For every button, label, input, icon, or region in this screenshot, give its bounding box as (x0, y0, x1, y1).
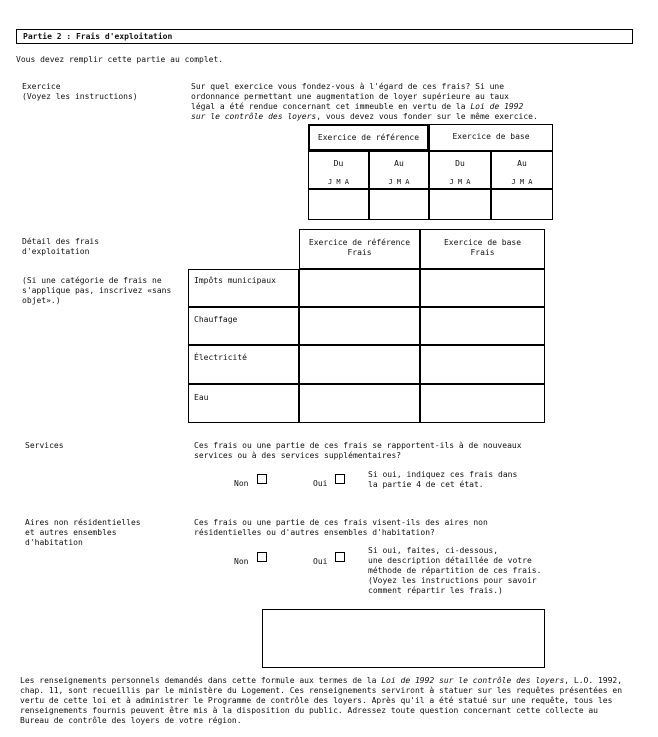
aires-question (194, 518, 488, 538)
base-header-label: Exercice de base (452, 132, 530, 141)
services-q-line: services ou à des services supplémentaires? (194, 451, 402, 460)
exercice-question (191, 82, 538, 122)
ref-au-cell (369, 151, 429, 189)
aires-non-label: Non (234, 557, 249, 566)
privacy-text: Les renseignements personnels demandés dans cette formule aux termes de la (20, 676, 382, 685)
impots-base-input[interactable] (420, 269, 545, 307)
exercice-q-line: Sur quel exercice vous fondez-vous à l'égard de ces frais? Si une (191, 82, 505, 91)
col-base-title: Exercice de base (443, 238, 522, 247)
electricite-base-input[interactable] (420, 345, 545, 384)
jma-label: J M A (327, 178, 350, 186)
base-au-cell (491, 151, 553, 189)
base-header-cell (429, 124, 553, 151)
ref-header-label: Exercice de référence (317, 133, 420, 142)
services-oui-checkbox[interactable] (335, 474, 345, 484)
aires-q-line: Ces frais ou une partie de ces frais visent-ils des aires non (194, 518, 488, 527)
aires-q-line: résidentielles ou d'autres ensembles d'habitation? (194, 528, 435, 537)
section-title: Partie 2 : Frais d'exploitation (23, 32, 173, 41)
aires-label-line: d'habitation (25, 538, 83, 547)
aires-label-line: Aires non résidentielles (25, 518, 141, 527)
aires-hint-line: comment répartir les frais.) (368, 586, 503, 595)
ref-du-input[interactable] (308, 189, 369, 220)
row-label-chauffage: Chauffage (194, 315, 238, 324)
exercice-sublabel: (Voyez les instructions) (22, 92, 138, 101)
services-question (194, 441, 522, 461)
detail-label-2: d'exploitation (22, 247, 90, 256)
chauffage-ref-input[interactable] (299, 307, 420, 345)
row-label-impots: Impôts municipaux (194, 276, 276, 285)
au-label: Au (394, 159, 404, 168)
services-hint-line: la partie 4 de cet état. (368, 480, 484, 489)
table-row-label (188, 345, 299, 384)
exercice-q-line (191, 102, 538, 112)
services-hint-line: Si oui, indiquez ces frais dans (368, 470, 518, 479)
exercice-q-text: légal a été rendue concernant cet immeuble en vertu de la (191, 102, 471, 111)
detail-note: s'applique pas, inscrivez «sans (22, 286, 172, 295)
electricite-ref-input[interactable] (299, 345, 420, 384)
aires-hint-line: Si oui, faites, ci-dessous, (368, 546, 499, 555)
aires-hint (368, 546, 541, 596)
privacy-line: renseignements fournis peuvent être mis à la disposition du public. Adressez toute question concernant cette collecte au (20, 706, 598, 715)
exercice-q-line: ordonnance permettant une augmentation de loyer supérieure au taux (191, 92, 509, 101)
du-label: Du (333, 159, 344, 168)
services-non-label: Non (234, 479, 249, 488)
base-du-cell (429, 151, 491, 189)
jma-label: J M A (388, 178, 410, 186)
services-label: Services (25, 441, 64, 450)
eau-base-input[interactable] (420, 384, 545, 423)
services-oui-label: Oui (313, 479, 328, 488)
eau-ref-input[interactable] (299, 384, 420, 423)
jma-label: J M A (511, 178, 533, 186)
aires-hint-line: une description détaillée de votre (368, 556, 532, 565)
aires-oui-label: Oui (313, 557, 328, 566)
aires-hint-line: (Voyez les instructions pour savoir (368, 576, 537, 585)
aires-label (25, 518, 141, 548)
privacy-line: chap. 11, sont recueillis par le ministère du Logement. Ces renseignements serviront à statuer sur les requêtes présentées en (20, 686, 623, 695)
table-row-label (188, 269, 299, 307)
base-au-input[interactable] (491, 189, 553, 220)
col-ref-subtitle: Frais (347, 248, 372, 257)
detail-note: objet».) (22, 296, 61, 305)
ref-au-input[interactable] (369, 189, 429, 220)
law-title: Loi de 1992 (470, 102, 524, 111)
ref-du-cell (308, 151, 369, 189)
row-label-electricite: Électricité (194, 353, 247, 362)
services-non-checkbox[interactable] (257, 474, 267, 484)
exercice-q-line (191, 112, 538, 122)
table-row-label (188, 307, 299, 345)
law-title: sur le contrôle des loyers (191, 112, 317, 121)
jma-label: J M A (449, 178, 471, 186)
repartition-description-field[interactable] (262, 609, 545, 668)
col-header-base (420, 229, 545, 269)
chauffage-base-input[interactable] (420, 307, 545, 345)
privacy-text: , L.O. 1992, (564, 676, 623, 685)
section-header (16, 29, 633, 44)
law-title: Loi de 1992 sur le contrôle des loyers (381, 676, 565, 685)
expense-table (188, 229, 545, 423)
exercice-date-table (308, 124, 553, 220)
privacy-line: Bureau de contrôle des loyers de votre région. (20, 716, 242, 725)
table-row-label (188, 384, 299, 423)
aires-non-checkbox[interactable] (257, 552, 267, 562)
aires-label-line: et autres ensembles (25, 528, 117, 537)
aires-hint-line: méthode de répartition de ces frais. (368, 566, 542, 575)
impots-ref-input[interactable] (299, 269, 420, 307)
col-header-ref (299, 229, 420, 269)
au-label: Au (517, 159, 527, 168)
exercice-q-text: , vous devez vous fonder sur le même exercice. (316, 112, 538, 121)
privacy-line (20, 676, 640, 686)
detail-note: (Si une catégorie de frais ne (22, 276, 162, 285)
base-du-input[interactable] (429, 189, 491, 220)
detail-label: Détail des frais (22, 237, 100, 246)
row-label-eau: Eau (194, 393, 209, 402)
privacy-notice (20, 676, 640, 726)
services-hint (368, 470, 517, 490)
aires-oui-checkbox[interactable] (335, 552, 345, 562)
du-label: Du (455, 159, 465, 168)
exercice-label: Exercice (22, 82, 61, 91)
col-ref-title: Exercice de référence (308, 238, 411, 247)
privacy-line: vertu de cette loi et à administrer le Programme de contrôle des loyers. Après qu'il a été statué sur une requête, tous les (20, 696, 613, 705)
services-q-line: Ces frais ou une partie de ces frais se rapportent-ils à de nouveaux (194, 441, 522, 450)
col-base-subtitle: Frais (470, 248, 495, 257)
intro-text: Vous devez remplir cette partie au complet. (16, 55, 224, 64)
ref-header-cell (308, 124, 429, 151)
